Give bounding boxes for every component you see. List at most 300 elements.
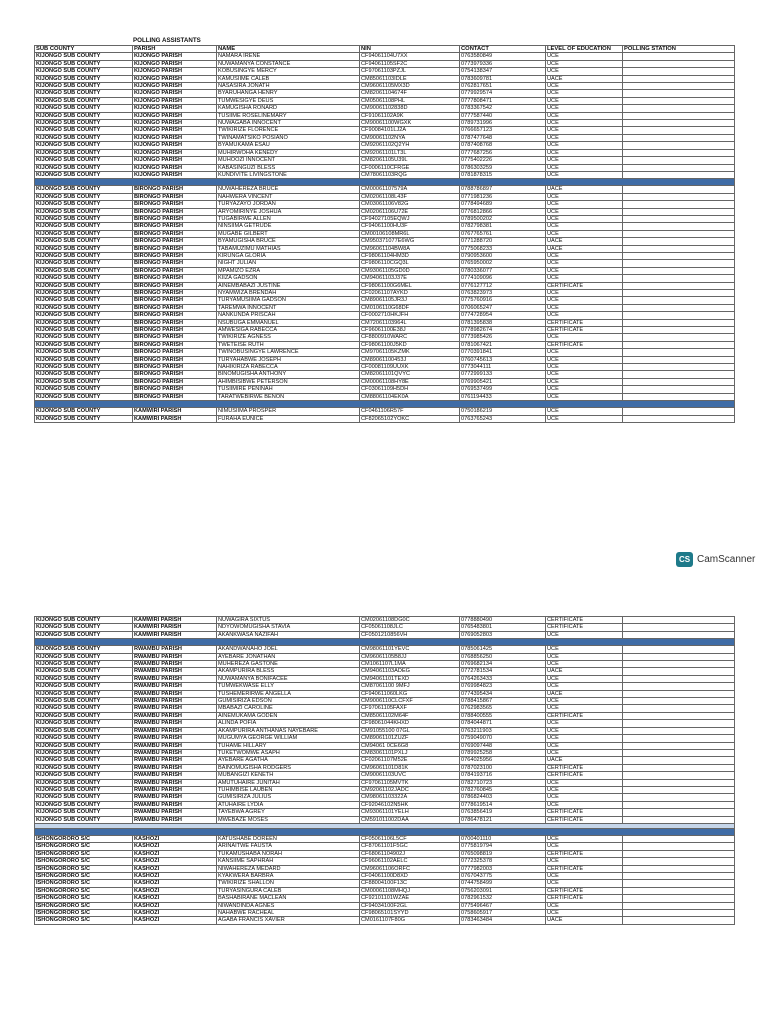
cell-polling-station — [623, 68, 735, 75]
cell-parish: KIJONGO PARISH — [133, 90, 217, 97]
table-row — [35, 349, 735, 356]
cell-sub-county: KIJONGO SUB COUNTY — [35, 75, 133, 82]
table-row — [35, 186, 735, 193]
cell-parish: KASHOZI — [133, 858, 217, 865]
cell-sub-county: KIJONGO SUB COUNTY — [35, 386, 133, 393]
cell-education: UCE — [546, 68, 623, 75]
cell-name: AMWESIGA RABECCA — [217, 327, 360, 334]
cell-contact: 0789731996 — [460, 120, 546, 127]
cell-parish: KAMWIRI PARISH — [133, 408, 217, 415]
cell-contact: 0756203091 — [460, 887, 546, 894]
cell-parish: RWAMBU PARISH — [133, 794, 217, 801]
cell-nin: CM00061108MHQJ — [360, 887, 460, 894]
cell-sub-county: KIJONGO SUB COUNTY — [35, 105, 133, 112]
cell-contact: 0777687256 — [460, 149, 546, 156]
cell-education: UCE — [546, 910, 623, 917]
cell-contact: 0764025956 — [460, 757, 546, 764]
table-row — [35, 341, 735, 348]
cell-contact: 0765098819 — [460, 850, 546, 857]
cell-education: UCE — [546, 675, 623, 682]
cell-education: UACE — [546, 668, 623, 675]
sheet-page-1 — [34, 36, 734, 423]
cell-nin: CM87061100 9MFJ — [360, 683, 460, 690]
cell-name: BYAMUGISHA BRUCE — [217, 238, 360, 245]
cell-name: AYEBARE JONATHAN — [217, 653, 360, 660]
cell-nin: CM89061100453J — [360, 356, 460, 363]
cell-name: MUBANGIZI KENETH — [217, 772, 360, 779]
cell-parish: BIRONGO PARISH — [133, 186, 217, 193]
table-row — [35, 690, 735, 697]
cell-parish: KIJONGO PARISH — [133, 83, 217, 90]
cell-sub-county: ISHONGORORO S/C — [35, 895, 133, 902]
separator-cell — [35, 639, 735, 646]
cell-name: MUGUMYA GEORGE WILLIAM — [217, 735, 360, 742]
cell-sub-county: KIJONGO SUB COUNTY — [35, 772, 133, 779]
cell-contact: 0758605917 — [460, 910, 546, 917]
cell-parish: KASHOZI — [133, 835, 217, 842]
cell-polling-station — [623, 794, 735, 801]
cell-name: MUHIRWOHA KENEDY — [217, 149, 360, 156]
cell-contact: 0785061425 — [460, 646, 546, 653]
cell-education: UCE — [546, 408, 623, 415]
cell-contact: 0765483801 — [460, 624, 546, 631]
table-row — [35, 764, 735, 771]
cell-parish: KIJONGO PARISH — [133, 105, 217, 112]
cell-name: AYEBARE AGATHA — [217, 757, 360, 764]
table-row — [35, 60, 735, 67]
camscanner-logo-icon: CS — [676, 552, 693, 567]
cell-contact: 0763823973 — [460, 290, 546, 297]
table-row — [35, 902, 735, 909]
cell-education: UCE — [546, 349, 623, 356]
cell-contact: 0773985426 — [460, 334, 546, 341]
cell-education: UCE — [546, 127, 623, 134]
cell-education: UCE — [546, 157, 623, 164]
cell-nin: CM00061107579A — [360, 186, 460, 193]
cell-polling-station — [623, 105, 735, 112]
camscanner-label: CamScanner — [697, 554, 756, 565]
cell-contact: 0763856419 — [460, 809, 546, 816]
camscanner-watermark — [676, 552, 755, 567]
cell-polling-station — [623, 675, 735, 682]
cell-contact: 0775496467 — [460, 902, 546, 909]
cell-nin: CM05061108PHL — [360, 97, 460, 104]
cell-name: TUHIMBISE LAUBEN — [217, 786, 360, 793]
cell-nin: CM82061104674F — [360, 90, 460, 97]
sheet-page-2 — [34, 616, 734, 925]
table-body — [35, 53, 735, 423]
cell-education: UCE — [546, 393, 623, 400]
cell-sub-county: KIJONGO SUB COUNTY — [35, 727, 133, 734]
table-row — [35, 201, 735, 208]
cell-contact: 0767043775 — [460, 873, 546, 880]
table-row — [35, 843, 735, 850]
cell-polling-station — [623, 386, 735, 393]
cell-nin: CF82065102YOKC — [360, 415, 460, 422]
cell-parish: RWAMBU PARISH — [133, 735, 217, 742]
cell-nin: CM1061107L1MA — [360, 661, 460, 668]
cell-education: UACE — [546, 690, 623, 697]
cell-nin: CF92046102N5HK — [360, 801, 460, 808]
separator-cell — [35, 401, 735, 408]
section-separator — [35, 179, 735, 186]
cell-education: UCE — [546, 880, 623, 887]
cell-contact: 0771981236 — [460, 193, 546, 200]
cell-nin: CM96061105MX3D — [360, 83, 460, 90]
cell-sub-county: KIJONGO SUB COUNTY — [35, 215, 133, 222]
cell-sub-county: KIJONGO SUB COUNTY — [35, 223, 133, 230]
table-row — [35, 779, 735, 786]
cell-polling-station — [623, 349, 735, 356]
cell-name: TAREMWA INNOCENT — [217, 304, 360, 311]
cell-contact: 0769905421 — [460, 378, 546, 385]
table-row — [35, 646, 735, 653]
polling-assistants-table — [34, 45, 735, 423]
cell-name: AKANDWANAHO JOEL — [217, 646, 360, 653]
cell-nin: CF05061106L5CF — [360, 835, 460, 842]
table-row — [35, 720, 735, 727]
cell-sub-county: ISHONGORORO S/C — [35, 880, 133, 887]
cell-sub-county: KIJONGO SUB COUNTY — [35, 171, 133, 178]
cell-name: NUWAGIRA SIXTUS — [217, 617, 360, 624]
cell-parish: RWAMBU PARISH — [133, 683, 217, 690]
cell-nin: CM96061101D81K — [360, 764, 460, 771]
cell-nin: CF8800910WARC — [360, 334, 460, 341]
table-row — [35, 112, 735, 119]
header-polling-station: POLLING STATION — [623, 46, 735, 53]
cell-nin: CF91061102A9K — [360, 112, 460, 119]
cell-name: MUHEREZA GASTONE — [217, 661, 360, 668]
cell-sub-county: KIJONGO SUB COUNTY — [35, 624, 133, 631]
cell-parish: KAMWIRI PARISH — [133, 415, 217, 422]
cell-contact: 0786824403 — [460, 794, 546, 801]
cell-sub-county: KIJONGO SUB COUNTY — [35, 668, 133, 675]
cell-nin: CF98061100J5KD — [360, 341, 460, 348]
cell-sub-county: ISHONGORORO S/C — [35, 865, 133, 872]
cell-name: AMUTUHAIRE JUNITAH — [217, 779, 360, 786]
cell-polling-station — [623, 238, 735, 245]
cell-nin: CF94027105EQWJ — [360, 215, 460, 222]
table-row — [35, 334, 735, 341]
cell-polling-station — [623, 267, 735, 274]
cell-name: NAHIKIRIZA RABECCA — [217, 364, 360, 371]
cell-sub-county: KIJONGO SUB COUNTY — [35, 617, 133, 624]
cell-polling-station — [623, 260, 735, 267]
table-row — [35, 245, 735, 252]
cell-contact: 0700401110 — [460, 835, 546, 842]
header-sub-county: SUB COUNTY — [35, 46, 133, 53]
cell-education: UCE — [546, 252, 623, 259]
cell-education: CERTIFICATE — [546, 764, 623, 771]
cell-parish: RWAMBU PARISH — [133, 698, 217, 705]
cell-polling-station — [623, 865, 735, 872]
table-row — [35, 631, 735, 638]
cell-name: KUNDIVITE LIVINGSTONE — [217, 171, 360, 178]
cell-contact: 0782710723 — [460, 779, 546, 786]
cell-sub-county: KIJONGO SUB COUNTY — [35, 127, 133, 134]
cell-nin: CF02061107AYKD — [360, 290, 460, 297]
cell-name: TUMWESIGYE DEUS — [217, 97, 360, 104]
cell-name: GUMISIRIZA JULIUS — [217, 794, 360, 801]
cell-sub-county: KIJONGO SUB COUNTY — [35, 809, 133, 816]
cell-parish: RWAMBU PARISH — [133, 742, 217, 749]
cell-parish: RWAMBU PARISH — [133, 675, 217, 682]
table-row — [35, 712, 735, 719]
cell-nin: CF0002710HKJFH — [360, 312, 460, 319]
cell-nin: CF90084101LJ2A — [360, 127, 460, 134]
cell-education: UCE — [546, 230, 623, 237]
cell-parish: RWAMBU PARISH — [133, 749, 217, 756]
cell-nin: CM591011002DAA — [360, 816, 460, 823]
cell-sub-county: KIJONGO SUB COUNTY — [35, 275, 133, 282]
cell-sub-county: KIJONGO SUB COUNTY — [35, 319, 133, 326]
cell-sub-county: KIJONGO SUB COUNTY — [35, 661, 133, 668]
table-row — [35, 624, 735, 631]
cell-parish: BIRONGO PARISH — [133, 275, 217, 282]
cell-nin: CF98065101SYYD — [360, 910, 460, 917]
cell-sub-county: KIJONGO SUB COUNTY — [35, 142, 133, 149]
cell-contact: 0775819794 — [460, 843, 546, 850]
cell-polling-station — [623, 230, 735, 237]
cell-nin: CM85061103IDLE — [360, 75, 460, 82]
cell-parish: BIRONGO PARISH — [133, 319, 217, 326]
cell-contact: 0783367542 — [460, 105, 546, 112]
cell-education: CERTIFICATE — [546, 327, 623, 334]
cell-parish: KIJONGO PARISH — [133, 97, 217, 104]
cell-education: CERTIFICATE — [546, 319, 623, 326]
cell-nin: CF04061100D8XD — [360, 873, 460, 880]
cell-name: ARINAITWE FAUSTA — [217, 843, 360, 850]
cell-sub-county: KIJONGO SUB COUNTY — [35, 378, 133, 385]
cell-nin: CF92101101WZAE — [360, 895, 460, 902]
cell-contact: 0789925258 — [460, 749, 546, 756]
cell-polling-station — [623, 786, 735, 793]
cell-name: AKAMPURIRA BLESS — [217, 668, 360, 675]
table-row — [35, 371, 735, 378]
header-name: NAME — [217, 46, 360, 53]
cell-contact: 0784193716 — [460, 772, 546, 779]
cell-parish: BIRONGO PARISH — [133, 223, 217, 230]
cell-polling-station — [623, 297, 735, 304]
table-row — [35, 668, 735, 675]
cell-parish: RWAMBU PARISH — [133, 661, 217, 668]
cell-nin: CF9806110CGQ3L — [360, 260, 460, 267]
cell-sub-county: KIJONGO SUB COUNTY — [35, 705, 133, 712]
cell-parish: BIRONGO PARISH — [133, 356, 217, 363]
cell-polling-station — [623, 312, 735, 319]
cell-parish: KASHOZI — [133, 850, 217, 857]
cell-contact: 0772781534 — [460, 668, 546, 675]
cell-parish: KAMWIRI PARISH — [133, 631, 217, 638]
cell-education: UCE — [546, 171, 623, 178]
cell-sub-county: KIJONGO SUB COUNTY — [35, 134, 133, 141]
cell-contact: 0778494689 — [460, 201, 546, 208]
table-row — [35, 378, 735, 385]
cell-sub-county: KIJONGO SUB COUNTY — [35, 297, 133, 304]
cell-education: UCE — [546, 208, 623, 215]
cell-name: KANSIIME SAPHRAH — [217, 858, 360, 865]
cell-polling-station — [623, 887, 735, 894]
cell-sub-county: KIJONGO SUB COUNTY — [35, 653, 133, 660]
cell-contact: 0765950002 — [460, 260, 546, 267]
cell-nin: CF96061100E38J — [360, 327, 460, 334]
cell-nin: CM00061108HY8E — [360, 378, 460, 385]
table-row — [35, 865, 735, 872]
table-row — [35, 653, 735, 660]
cell-polling-station — [623, 858, 735, 865]
cell-nin: CF98061044KHXD — [360, 720, 460, 727]
cell-contact: 0774728954 — [460, 312, 546, 319]
cell-nin: CM88061104EK0A — [360, 393, 460, 400]
cell-sub-county: KIJONGO SUB COUNTY — [35, 282, 133, 289]
cell-nin: CF97061105FAXF — [360, 705, 460, 712]
cell-sub-county: KIJONGO SUB COUNTY — [35, 646, 133, 653]
cell-sub-county: KIJONGO SUB COUNTY — [35, 786, 133, 793]
cell-parish: RWAMBU PARISH — [133, 801, 217, 808]
cell-polling-station — [623, 668, 735, 675]
cell-name: MWEBAZE MOSES — [217, 816, 360, 823]
cell-contact: 0773044111 — [460, 364, 546, 371]
cell-parish: RWAMBU PARISH — [133, 727, 217, 734]
cell-polling-station — [623, 275, 735, 282]
cell-education: UCE — [546, 90, 623, 97]
cell-nin: CM92061101LT3L — [360, 149, 460, 156]
cell-parish: KASHOZI — [133, 917, 217, 924]
cell-parish: BIRONGO PARISH — [133, 193, 217, 200]
cell-education: UCE — [546, 364, 623, 371]
cell-sub-county: KIJONGO SUB COUNTY — [35, 408, 133, 415]
cell-education: UCE — [546, 801, 623, 808]
table-row — [35, 312, 735, 319]
cell-name: NUWAMANYA BONIFACEE — [217, 675, 360, 682]
cell-polling-station — [623, 646, 735, 653]
cell-polling-station — [623, 290, 735, 297]
cell-polling-station — [623, 364, 735, 371]
cell-contact: 0769097448 — [460, 742, 546, 749]
cell-name: TWINAMATSIKO POSIANO — [217, 134, 360, 141]
cell-name: KATUSHABE DOREEN — [217, 835, 360, 842]
cell-polling-station — [623, 75, 735, 82]
cell-contact: 0762817651 — [460, 83, 546, 90]
cell-education: CERTIFICATE — [546, 865, 623, 872]
cell-parish: RWAMBU PARISH — [133, 764, 217, 771]
cell-polling-station — [623, 334, 735, 341]
cell-name: TURYASINGURA CALEB — [217, 887, 360, 894]
cell-name: TAYEBWA AGREY — [217, 809, 360, 816]
cell-nin: CM78061103RQG — [360, 171, 460, 178]
cell-parish: BIRONGO PARISH — [133, 282, 217, 289]
cell-nin: CF94034100F2GL — [360, 902, 460, 909]
cell-nin: CM93061101YELH — [360, 809, 460, 816]
cell-nin: CM96061105B8JJ — [360, 653, 460, 660]
cell-contact: 0778982674 — [460, 327, 546, 334]
cell-contact: 0760745613 — [460, 356, 546, 363]
cell-name: TURYAMUSIIMA GADSON — [217, 297, 360, 304]
cell-parish: KIJONGO PARISH — [133, 164, 217, 171]
table-row — [35, 304, 735, 311]
table-row — [35, 97, 735, 104]
cell-parish: BIRONGO PARISH — [133, 378, 217, 385]
sheet-title: POLLING ASSISTANTS — [133, 37, 201, 44]
cell-parish: RWAMBU PARISH — [133, 653, 217, 660]
table-row — [35, 223, 735, 230]
cell-polling-station — [623, 772, 735, 779]
cell-nin: CF0501210856VH — [360, 631, 460, 638]
table-row — [35, 75, 735, 82]
cell-polling-station — [623, 186, 735, 193]
cell-parish: BIRONGO PARISH — [133, 208, 217, 215]
cell-parish: KASHOZI — [133, 873, 217, 880]
cell-name: NINSIIMA GETRUDE — [217, 223, 360, 230]
cell-education: UACE — [546, 186, 623, 193]
cell-parish: KASHOZI — [133, 895, 217, 902]
header-education: LEVEL OF EDUCATION — [546, 46, 623, 53]
cell-parish: KIJONGO PARISH — [133, 127, 217, 134]
cell-nin: CM02061108L43F — [360, 193, 460, 200]
cell-polling-station — [623, 902, 735, 909]
cell-parish: RWAMBU PARISH — [133, 809, 217, 816]
cell-parish: RWAMBU PARISH — [133, 712, 217, 719]
cell-polling-station — [623, 712, 735, 719]
cell-name: NUWAGABA INNOCENT — [217, 120, 360, 127]
cell-education: UCE — [546, 371, 623, 378]
cell-education: CERTIFICATE — [546, 809, 623, 816]
cell-contact: 0706065247 — [460, 304, 546, 311]
cell-education: UCE — [546, 742, 623, 749]
cell-education: UCE — [546, 779, 623, 786]
cell-name: TWETEISE RUTH — [217, 341, 360, 348]
cell-sub-county: ISHONGORORO S/C — [35, 850, 133, 857]
cell-contact: 0771288720 — [460, 238, 546, 245]
cell-parish: RWAMBU PARISH — [133, 757, 217, 764]
cell-polling-station — [623, 653, 735, 660]
cell-education: UCE — [546, 735, 623, 742]
cell-polling-station — [623, 282, 735, 289]
cell-contact: 0782798381 — [460, 223, 546, 230]
cell-contact: 0750186219 — [460, 408, 546, 415]
cell-education: UCE — [546, 267, 623, 274]
cell-education: UCE — [546, 60, 623, 67]
cell-sub-county: KIJONGO SUB COUNTY — [35, 238, 133, 245]
cell-sub-county: KIJONGO SUB COUNTY — [35, 779, 133, 786]
cell-polling-station — [623, 690, 735, 697]
cell-polling-station — [623, 245, 735, 252]
cell-sub-county: KIJONGO SUB COUNTY — [35, 327, 133, 334]
cell-education: UCE — [546, 902, 623, 909]
table-row — [35, 193, 735, 200]
cell-parish: RWAMBU PARISH — [133, 705, 217, 712]
cell-parish: RWAMBU PARISH — [133, 690, 217, 697]
cell-education: UCE — [546, 415, 623, 422]
cell-parish: BIRONGO PARISH — [133, 386, 217, 393]
cell-parish: RWAMBU PARISH — [133, 720, 217, 727]
cell-nin: CM94061 0CE6G8 — [360, 742, 460, 749]
table-row — [35, 683, 735, 690]
cell-polling-station — [623, 735, 735, 742]
cell-contact: 0781878315 — [460, 171, 546, 178]
cell-contact: 0772999133 — [460, 371, 546, 378]
cell-parish: RWAMBU PARISH — [133, 668, 217, 675]
cell-name: NAHWERA VINCENT — [217, 193, 360, 200]
cell-contact: 0762983565 — [460, 705, 546, 712]
cell-polling-station — [623, 378, 735, 385]
cell-contact: 0764263433 — [460, 675, 546, 682]
cell-nin: CM9006110CLCFXF — [360, 698, 460, 705]
cell-education: UCE — [546, 698, 623, 705]
cell-nin: CM91055100 07GL — [360, 727, 460, 734]
cell-nin: CF02061107M52E — [360, 757, 460, 764]
cell-sub-county: KIJONGO SUB COUNTY — [35, 712, 133, 719]
